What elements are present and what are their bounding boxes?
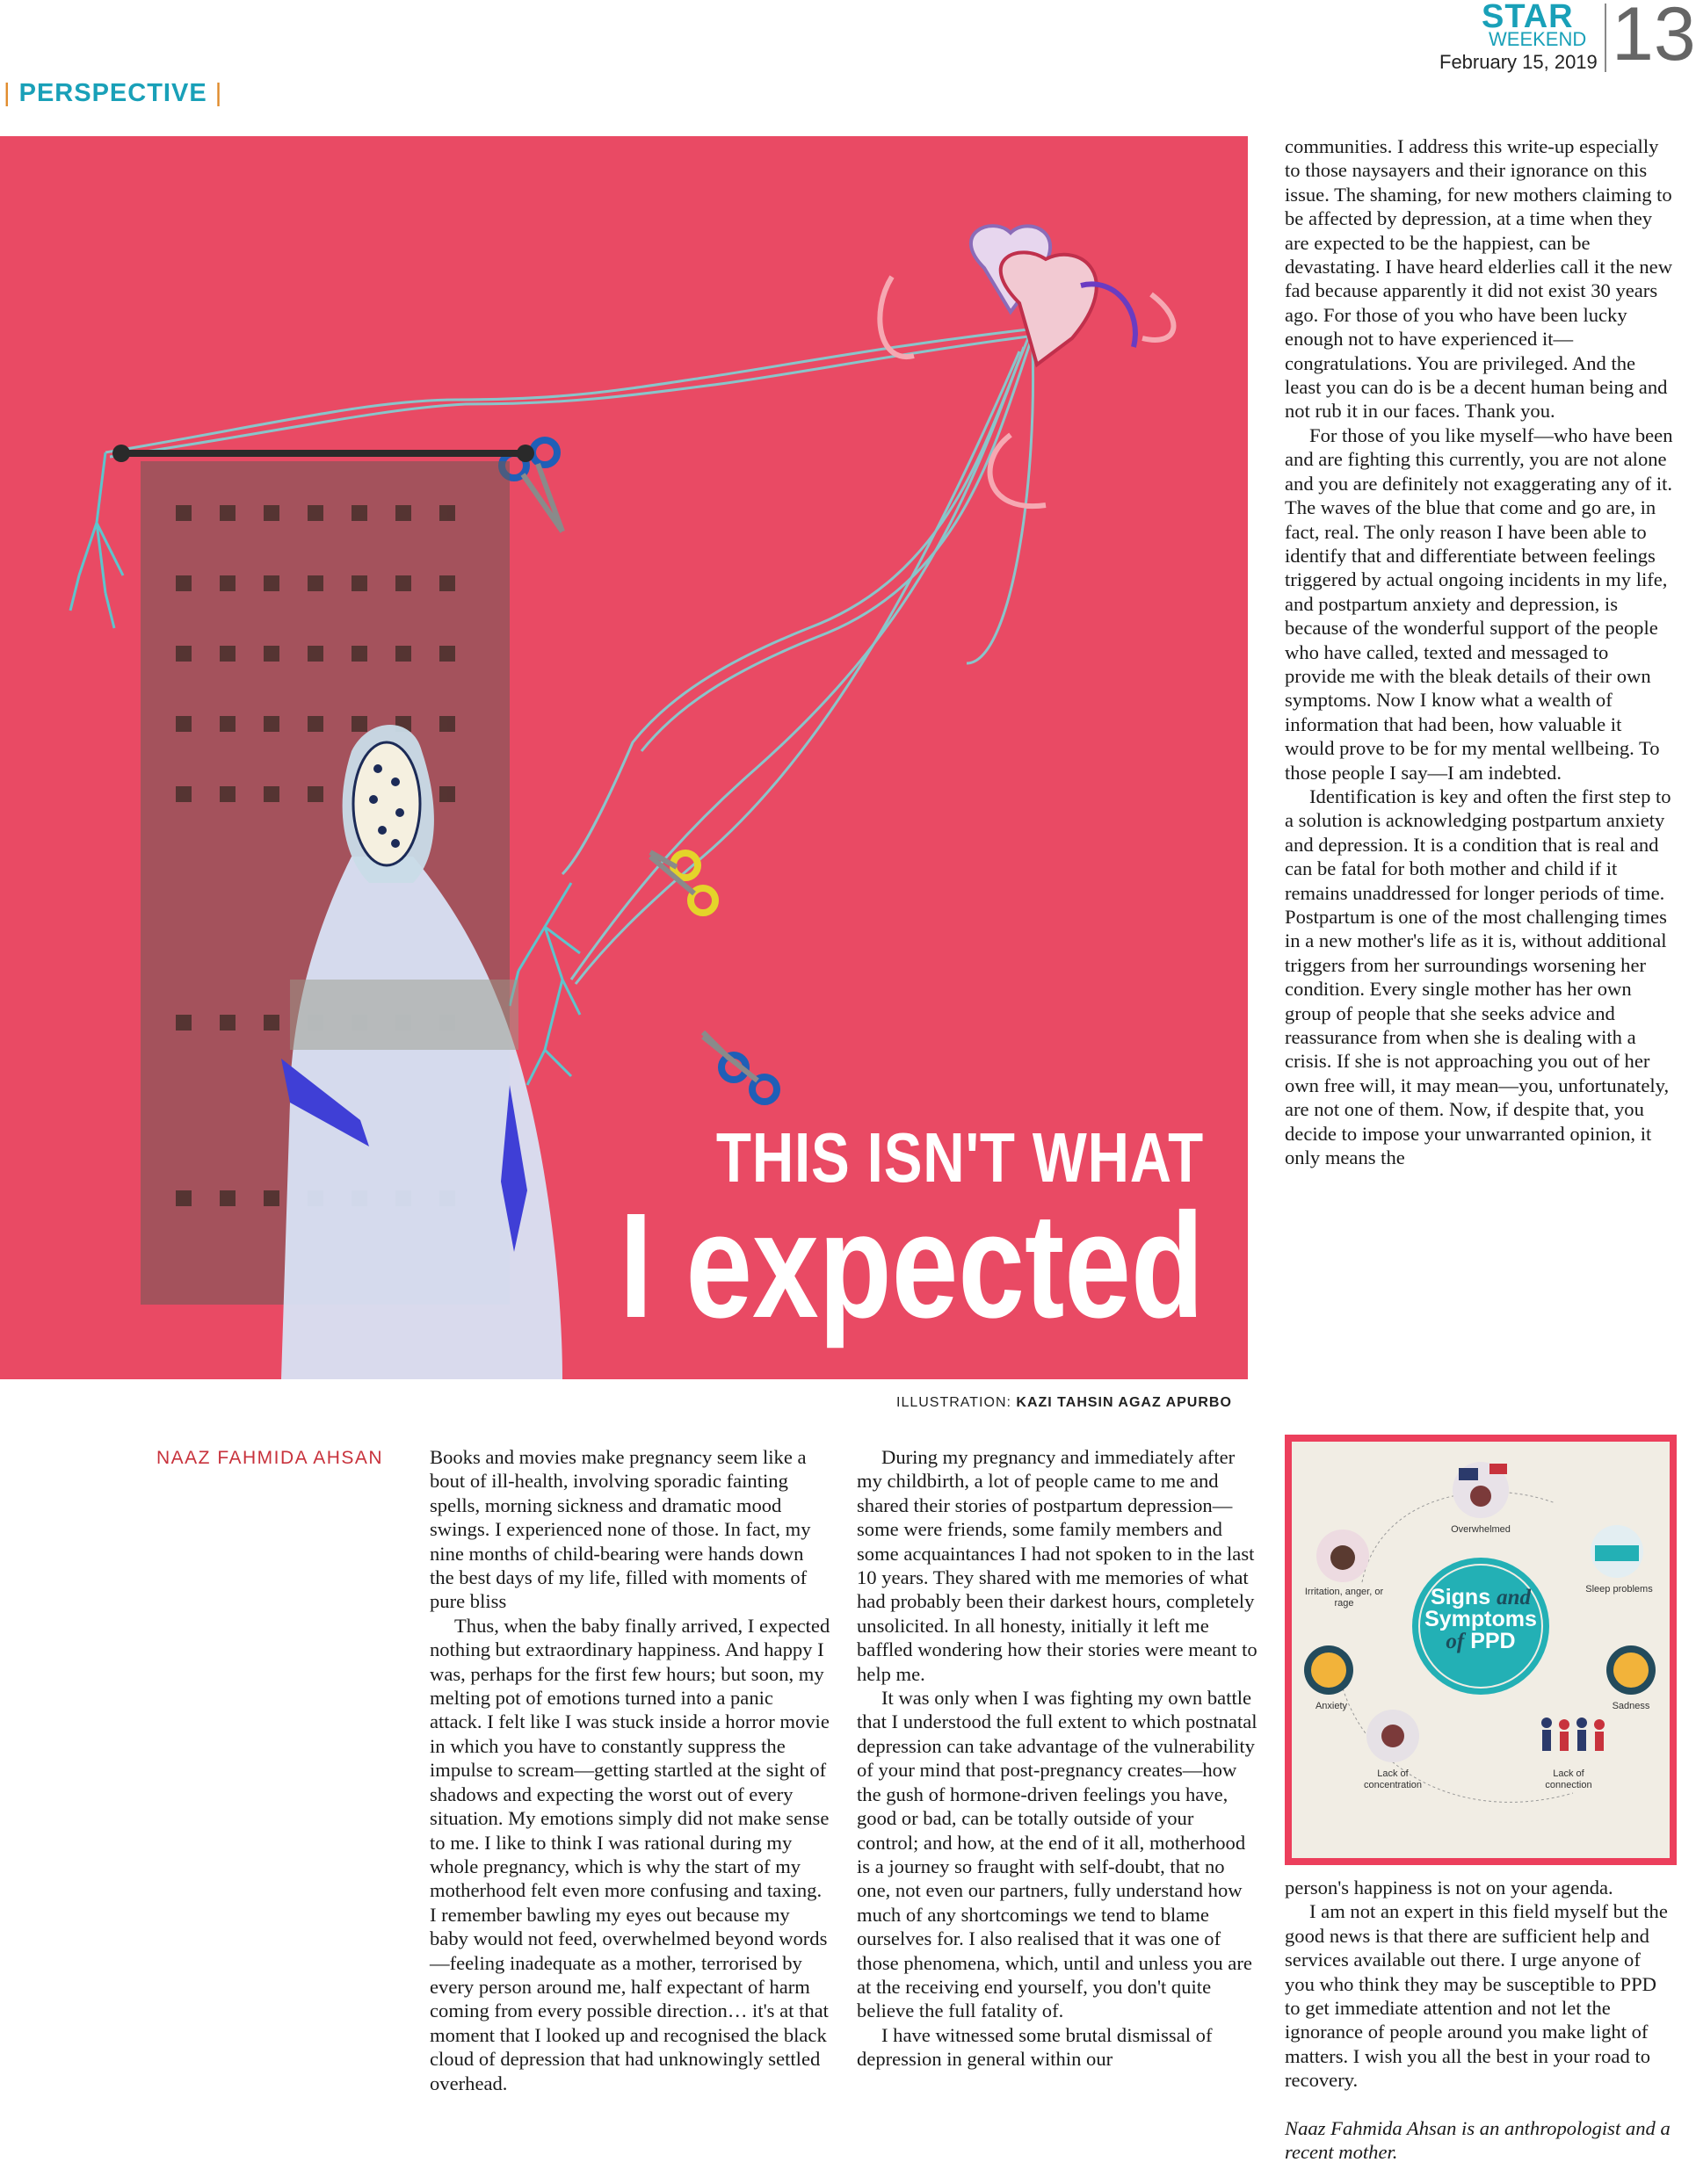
scissors-icon <box>502 440 777 1102</box>
label-overwhelmed: Overwhelmed <box>1451 1524 1511 1535</box>
label-concentration: Lack of concentration <box>1363 1768 1423 1790</box>
masthead-sub: WEEKEND <box>1489 28 1587 50</box>
article-column-3 <box>1285 134 1673 1169</box>
paragraph: I have witnessed some brutal dismissal of depression in general within our <box>857 2023 1213 2071</box>
paragraph: Thus, when the baby finally arrived, I expected nothing but extraordinary happiness. And happy I was, perhaps for the first few hours; but soon, my melting pot of emotions turned into a panic attack. I felt like I was stuck inside a horror movie in which you have to constantly suppress the impulse to scream—getting startled at the sight of shadows and expecting the worst out of every situation. My emotions simply did not make sense to me. I like to think I was rational during my whole pregnancy, which is why the start of my motherhood felt even more confusing and taxing. I remember bawling my eyes out because my baby would not feed, overwhelmed beyond words—feeling inadequate as a mother, terrorised by every person around me, half expectant of harm coming from every possible direction… it's at that moment that I looked up and recognised the black cloud of depression that had unknowingly settled overhead. <box>430 1614 830 2094</box>
article-column-2 <box>857 1445 1258 2072</box>
author-bio: Naaz Fahmida Ahsan is an anthropologist and a recent mother. <box>1285 2116 1671 2164</box>
infographic-panel <box>1292 1442 1670 1858</box>
paragraph: It was only when I was fighting my own battle that I understood the full extent to which postnatal depression can take advantage of the vulnerability of your mind that post-pregnancy creates—how the gush of hormone-driven feelings you have, good or bad, can be totally outside of your control; and how, at the end of it all, motherhood is a journey so fraught with self-doubt, that no one, not even our partners, fully understand how much of any shortcomings we tend to blame ourselves for. I also realised that it was one of those phenomena, which, until and unless you are at the receiving end yourself, you don't quite believe the full fatality of. <box>857 1687 1258 2022</box>
headline-line2: I expected <box>619 1182 1204 1349</box>
headline <box>0 1118 1204 1349</box>
credit-name: KAZI TAHSIN AGAZ APURBO <box>1016 1395 1232 1410</box>
paragraph: Identification is key and often the first step to a solution is acknowledging postpartum anxiety and depression. It is a condition that is real and can be fatal for both mother and child if it remains unaddressed for longer periods of time. Postpartum is one of the most challenging times in a new mother's life as it is, without additional triggers from her surroundings worsening her condition. Every single mother has her own group of people that she seeks advice and reassurance from when she is dealing with a crisis. If she is not approaching you out of her own free will, it may mean—you, unfortunately, are not one of them. Now, if despite that, you decide to impose your unwarranted opinion, it only means the <box>1285 785 1671 1169</box>
paragraph: person's happiness is not on your agenda. <box>1285 1877 1613 1898</box>
issue-date: February 15, 2019 <box>1439 51 1598 73</box>
label-connection: Lack of connection <box>1545 1768 1592 1790</box>
label-irritation: Irritation, anger, or rage <box>1304 1587 1384 1609</box>
paragraph: During my pregnancy and immediately after my childbirth, a lot of people came to me and shared their stories of postpartum depression—some were friends, some family members and some acquaintances I had not spoken to in the last 10 years. They shared with me memories of what had probably been their darkest hours, completely unsolicited. In all honesty, initially it left me baffled wondering how their stories were meant to help me. <box>857 1446 1258 1685</box>
paragraph: communities. I address this write-up especially to those naysayers and their ignorance on this issue. The shaming, for new mothers claiming to be affected by depression, at a time when they are expected to be the happiest, can be devastating. I have heard elderlies call it the new fad because apparently it did not exist 30 years ago. For those of you who have been lucky enough not to have experienced it—congratulations. You are privileged. And the least you can do is be a decent human being and not rub it in our faces. Thank you. <box>1285 135 1673 423</box>
title-word: PPD <box>1470 1629 1516 1653</box>
label-anxiety: Anxiety <box>1315 1701 1348 1711</box>
masthead-brand: STAR <box>1482 0 1574 35</box>
section-name: PERSPECTIVE <box>18 79 207 107</box>
masthead <box>1439 0 1696 79</box>
ppd-infographic <box>1285 1435 1677 1865</box>
article-column-1 <box>430 1445 830 2095</box>
paragraph: Books and movies make pregnancy seem like a bout of ill-health, involving sporadic fainting spells, morning sickness and dramatic mood swings. I experienced none of those. In fact, my nine months of child-bearing were hands down the best days of my life, filled with moments of pure bliss <box>430 1446 811 1613</box>
credit-label: ILLUSTRATION: <box>896 1395 1011 1410</box>
page-number: 13 <box>1612 0 1696 76</box>
headline-line1: THIS ISN'T WHAT <box>715 1118 1204 1197</box>
hero-illustration <box>0 136 1248 1379</box>
article-column-4 <box>1285 1876 1673 2164</box>
label-sadness: Sadness <box>1612 1701 1650 1711</box>
paragraph: I am not an expert in this field myself but the good news is that there are sufficient help and services available out there. I urge anyone of you who think they may be susceptible to PPD to get immediate attention and not let the ignorance of people around you make light of matters. I wish you all the best in your road to recovery. <box>1285 1900 1668 2092</box>
title-word: Symptoms <box>1424 1607 1537 1631</box>
paragraph: For those of you like myself—who have been and are fighting this currently, you are not alone and you are definitely not exaggerating any of it. The waves of the blue that come and go are, in fact, real. The only reason I have been able to identify that and differentiate between feelings triggered by actual ongoing incidents in my life, and postpartum anxiety and depression, is because of the wonderful support of the people who have called, texted and messaged to provide me with the bleak details of their own symptoms. Now I know what a wealth of information that had been, how valuable it would prove to be for my mental wellbeing. To those people I say—I am indebted. <box>1285 423 1673 784</box>
label-sleep: Sleep problems <box>1585 1584 1653 1595</box>
title-word: of <box>1446 1630 1465 1653</box>
illustration-credit <box>896 1395 1232 1411</box>
byline: NAAZ FAHMIDA AHSAN <box>156 1448 384 1468</box>
title-word: and <box>1497 1586 1531 1609</box>
infographic-title <box>1406 1587 1555 1652</box>
masthead-divider <box>1605 4 1606 72</box>
section-label: | PERSPECTIVE | <box>4 79 223 107</box>
title-word: Signs <box>1431 1585 1491 1609</box>
